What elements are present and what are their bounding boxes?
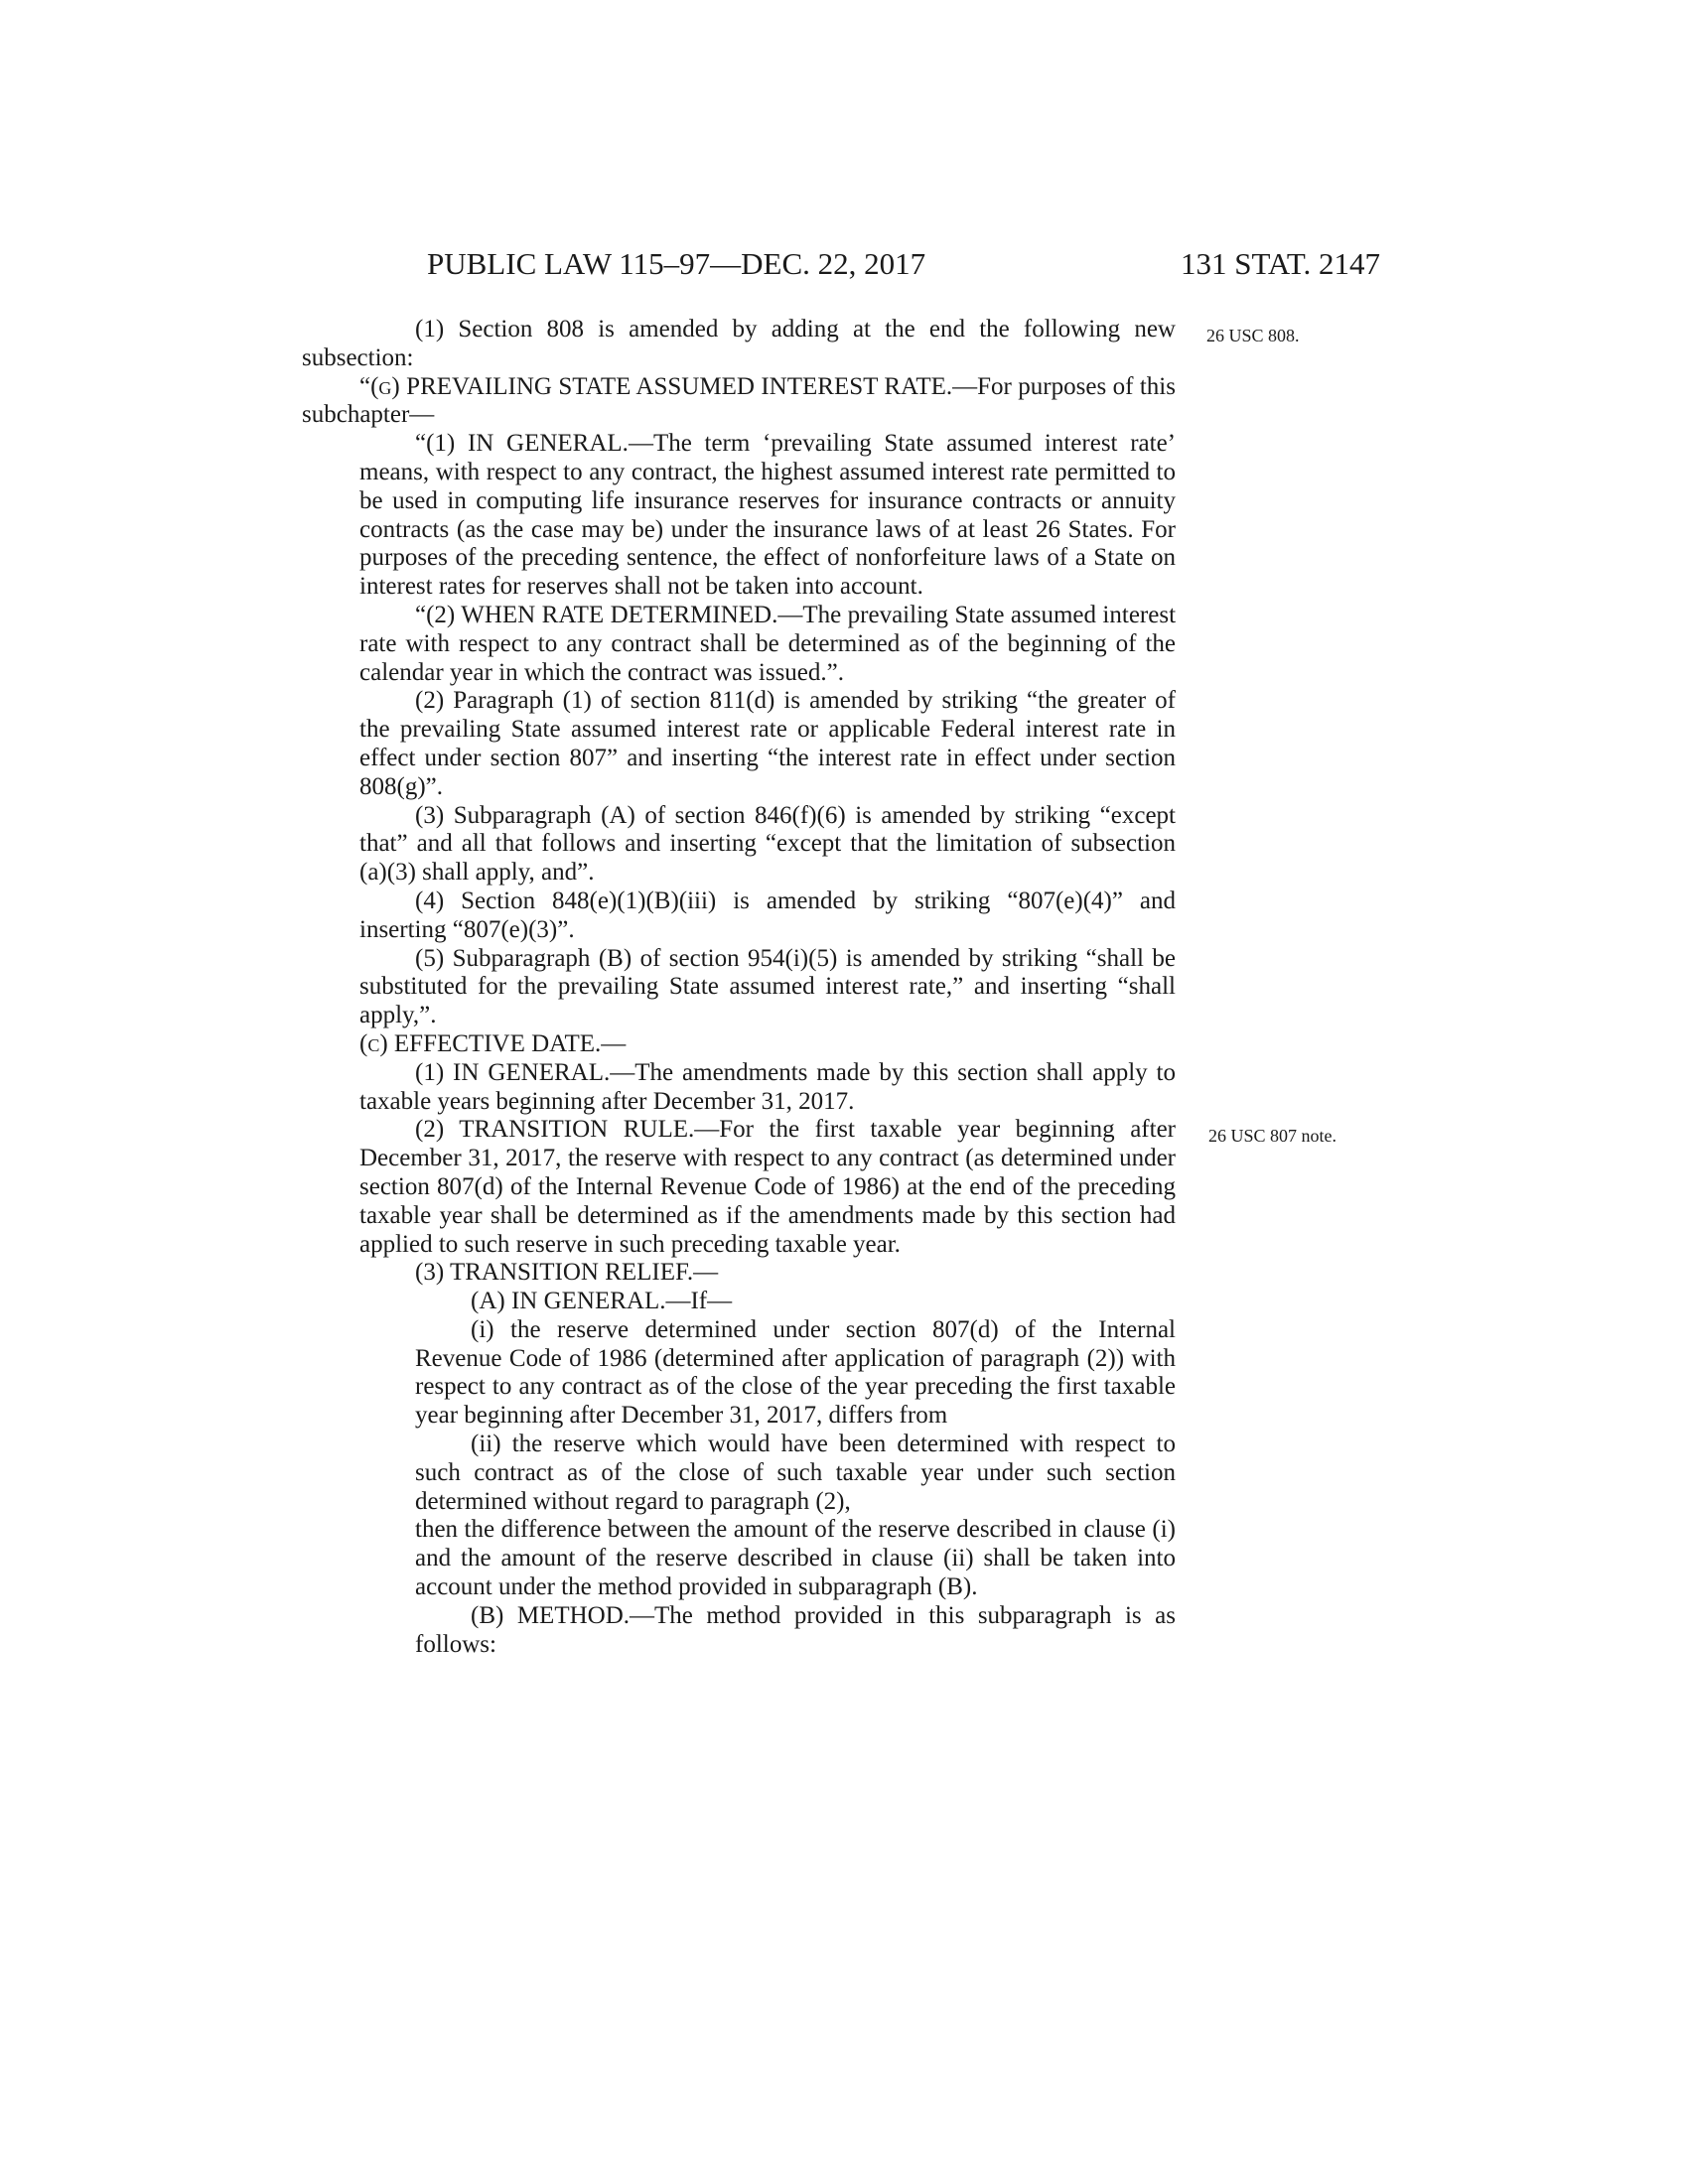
subsection-g-2-text: —The prevailing State assumed interest rate with respect to any contract shall be determined as of the beginning of the calendar year in which the contract was issued.”. [359,601,1177,686]
subparagraph-a-title: (A) IN GENERAL. [471,1288,666,1315]
paragraph-3-section-846: (3) Subparagraph (A) of section 846(f)(6) is amended by striking “except that” and all that follows and inserting “except that the limitation of subsection (a)(3) shall apply, and”. [359,801,1176,887]
effective-date-dash: — [601,1029,627,1057]
subsection-c-1-text: —The amendments made by this section shall apply to taxable years beginning after December 31, 2017. [359,1058,1176,1115]
subsection-c-2 [359,1116,1176,1259]
marginal-note-usc-807-note: 26 USC 807 note. [1208,1126,1337,1146]
paragraph-5-section-954: (5) Subparagraph (B) of section 954(i)(5) is amended by striking “shall be substituted for the prevailing State assumed interest rate,” and inserting “shall apply,”. [359,944,1176,1029]
subsection-c-3-title: (3) TRANSITION RELIEF. [415,1259,694,1287]
subparagraph-a-text: —If— [665,1288,733,1315]
subsection-c-1 [359,1059,1176,1117]
subsection-g-title: “(g) PREVAILING STATE ASSUMED INTEREST RATE. [359,372,953,400]
subparagraph-b [415,1602,1176,1660]
subparagraph-a-conclusion: then the difference between the amount of the reserve described in clause (i) and the amount of the reserve described in clause (ii) shall be taken into account under the method provided in subparagraph (B). [415,1516,1176,1601]
statute-page-number: 131 STAT. 2147 [1180,246,1380,281]
statute-body [302,316,1176,1659]
clause-i: (i) the reserve determined under section 807(d) of the Internal Revenue Code of 1986 (determined after application of paragraph (2)) with respect to any contract as of the close of the year preceding the first taxable year beginning after December 31, 2017, differs from [415,1315,1176,1430]
subsection-g-1-title: “(1) IN GENERAL. [415,430,629,458]
paragraph-2-section-811: (2) Paragraph (1) of section 811(d) is amended by striking “the greater of the prevailing State assumed interest rate or applicable Federal interest rate in effect under section 807” and inserting “the interest rate in effect under section 808(g)”. [359,687,1176,800]
clause-ii: (ii) the reserve which would have been determined with respect to such contract as of the close of such taxable year under such section determined without regard to paragraph (2), [415,1431,1176,1515]
law-citation: PUBLIC LAW 115–97—DEC. 22, 2017 [427,246,926,281]
subsection-g-2-title: “(2) WHEN RATE DETERMINED. [415,601,778,628]
subsection-g-2 [359,602,1176,687]
marginal-note-usc-808: 26 USC 808. [1206,326,1300,345]
subsection-c-2-text: —For the first taxable year beginning after December 31, 2017, the reserve with respect to any contract (as determined under section 807(d) of the Internal Revenue Code of 1986) at the end of the preceding taxable year shall be determined as if the amendments made by this section had applied to such reserve in such preceding taxable year. [359,1116,1176,1258]
subsection-g-heading [302,373,1176,431]
subsection-g-1-text: —The term ‘prevailing State assumed interest rate’ means, with respect to any contract, the highest assumed interest rate permitted to be used in computing life insurance reserves for insurance contracts or annuity contracts (as the case may be) under the insurance laws of at least 26 States. For purposes of the preceding sentence, the effect of nonforfeiture laws of a State on interest rates for reserves shall not be taken into account. [359,430,1176,601]
subsection-g-1 [359,430,1176,602]
subparagraph-b-title: (B) METHOD. [471,1601,631,1629]
paragraph-1-section-808: (1) Section 808 is amended by adding at the end the following new subsection: [302,316,1176,371]
subsection-c-3 [359,1259,1176,1288]
subsection-g-text: —For purposes of this subchapter— [302,372,1176,429]
page-header [427,246,1380,290]
subparagraph-a [415,1288,1176,1316]
subparagraph-b-text: —The method provided in this subparagraph is as follows: [415,1601,1176,1658]
effective-date-title: (c) EFFECTIVE DATE. [359,1029,602,1057]
subsection-c-1-title: (1) IN GENERAL. [415,1058,611,1086]
paragraph-4-section-848: (4) Section 848(e)(1)(B)(iii) is amended by striking “807(e)(4)” and inserting “807(e)(3)”. [359,887,1176,943]
subsection-c-2-title: (2) TRANSITION RULE. [415,1116,695,1144]
subsection-c-3-dash: — [693,1259,719,1287]
subsection-c-heading [359,1030,1176,1059]
